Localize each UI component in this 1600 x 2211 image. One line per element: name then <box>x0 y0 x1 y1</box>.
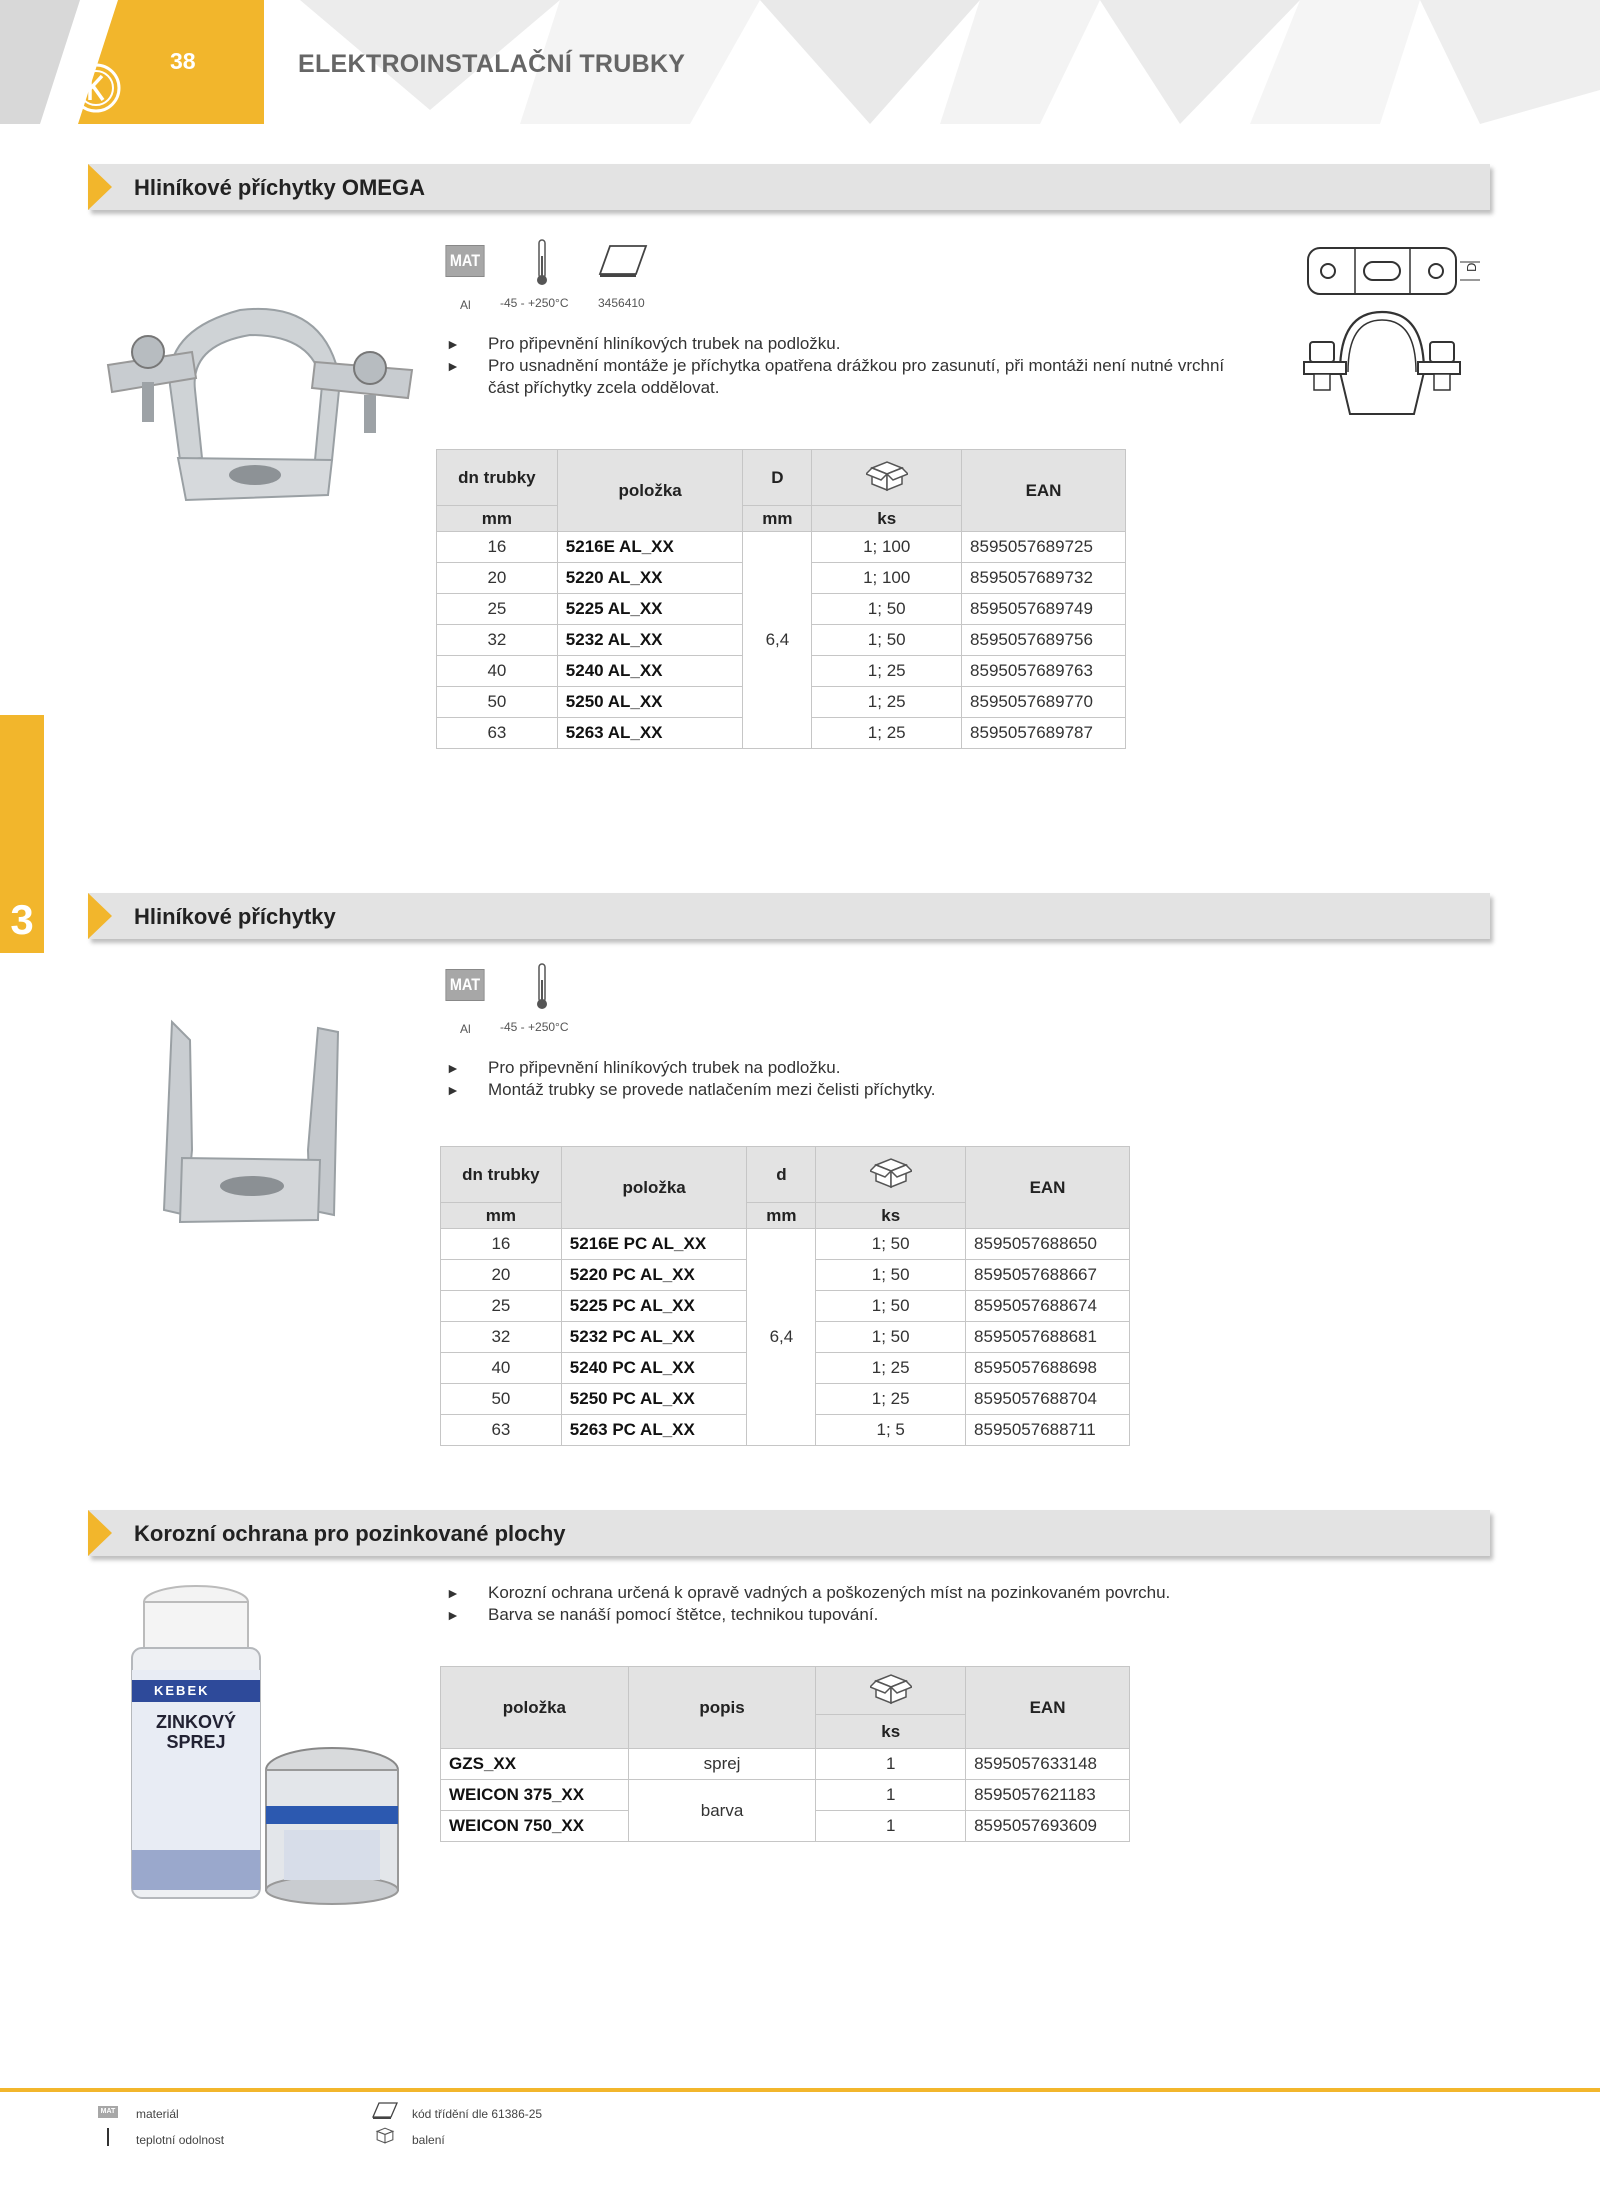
mat-icon: MAT <box>445 245 484 277</box>
table-row <box>437 532 1126 563</box>
bullet-list <box>446 333 1246 399</box>
page-title: ELEKTROINSTALAČNÍ TRUBKY <box>298 50 686 78</box>
cell-pack: 1 <box>816 1780 966 1811</box>
spray-brand: KEBEK <box>154 1683 210 1698</box>
package-icon <box>374 2126 396 2144</box>
package-icon <box>870 1155 912 1189</box>
list-item: ► Korozní ochrana určená k opravě vadných a poškozených míst na pozinkovaném povrchu. <box>446 1583 1171 1602</box>
cell-pack: 1 <box>816 1749 966 1780</box>
legend-package: balení <box>412 2133 445 2147</box>
list-item: ► Barva se nanáší pomocí štětce, technikou tupování. <box>446 1605 879 1624</box>
classification-caption: 3456410 <box>598 296 645 310</box>
cell-item: 5216E PC AL_XX <box>561 1229 747 1260</box>
col-header-item: položka <box>557 450 743 532</box>
classification-code-icon <box>372 2102 398 2120</box>
cell-item: 5216E AL_XX <box>557 532 743 563</box>
cell-item: 5263 PC AL_XX <box>561 1415 747 1446</box>
k-logo-icon <box>70 62 122 114</box>
cell-pack: 1; 50 <box>816 1260 966 1291</box>
cell-d-merged: 6,4 <box>743 532 812 749</box>
col-header-ean: EAN <box>966 1147 1130 1229</box>
product-image-spray-and-paint <box>124 1580 404 1910</box>
technical-drawing <box>1300 242 1490 422</box>
omega-clamp-image <box>100 290 420 510</box>
temperature-caption: -45 - +250°C <box>500 1020 569 1034</box>
cell-pack: 1; 5 <box>816 1415 966 1446</box>
section-arrow-icon <box>88 164 112 210</box>
cell-dn: 20 <box>437 563 558 594</box>
col-header-dn: dn trubky <box>437 450 558 506</box>
cell-item: 5232 AL_XX <box>557 625 743 656</box>
thermometer-icon <box>535 962 549 1012</box>
section-arrow-icon <box>88 1510 112 1556</box>
section-header-corrosion <box>88 1510 1490 1556</box>
cell-item: 5250 AL_XX <box>557 687 743 718</box>
cell-ean: 8595057689787 <box>962 718 1126 749</box>
cell-d-merged: 6,4 <box>747 1229 816 1446</box>
section-arrow-icon <box>88 893 112 939</box>
col-header-d: d <box>747 1147 816 1203</box>
unit-dn: mm <box>437 506 558 532</box>
cell-pack: 1; 50 <box>812 594 962 625</box>
cell-pack: 1; 25 <box>816 1353 966 1384</box>
cell-dn: 16 <box>437 532 558 563</box>
table-row <box>441 1229 1130 1260</box>
spray-label-line1: ZINKOVÝ <box>155 1712 236 1732</box>
list-item: ► Pro usnadnění montáže je příchytka opatřena drážkou pro zasunutí, při montáži není nutné vrchní část příchytky zcela oddělovat. <box>446 356 1225 397</box>
spray-label-line2: SPREJ <box>166 1732 226 1752</box>
cell-item: 5225 AL_XX <box>557 594 743 625</box>
cell-ean: 8595057688650 <box>966 1229 1130 1260</box>
unit-dn: mm <box>441 1203 562 1229</box>
list-item: ► Montáž trubky se provede natlačením mezi čelisti příchytky. <box>446 1080 936 1099</box>
cell-pack: 1; 25 <box>816 1384 966 1415</box>
package-icon <box>866 458 908 492</box>
cell-pack: 1; 25 <box>812 718 962 749</box>
cell-ean: 8595057689770 <box>962 687 1126 718</box>
table-row <box>441 1749 1130 1780</box>
material-caption: Al <box>460 298 471 312</box>
cell-item: 5232 PC AL_XX <box>561 1322 747 1353</box>
package-icon <box>870 1671 912 1705</box>
cell-pack: 1; 25 <box>812 687 962 718</box>
cell-pack: 1 <box>816 1811 966 1842</box>
mat-icon: MAT <box>445 969 484 1001</box>
spray-label <box>146 1712 246 1752</box>
cell-dn: 50 <box>437 687 558 718</box>
cell-dn: 40 <box>437 656 558 687</box>
cell-desc: sprej <box>628 1749 816 1780</box>
bullet-arrow-icon: ► <box>446 1607 460 1623</box>
unit-d: mm <box>743 506 812 532</box>
product-table <box>440 1666 1130 1842</box>
section-title: Korozní ochrana pro pozinkované plochy <box>134 1521 566 1546</box>
col-header-d: D <box>743 450 812 506</box>
bullet-arrow-icon: ► <box>446 1585 460 1601</box>
u-clamp-image <box>150 1010 350 1230</box>
list-item: ► Pro připevnění hliníkových trubek na podložku. <box>446 1058 841 1077</box>
cell-ean: 8595057688681 <box>966 1322 1130 1353</box>
page-number: 38 <box>170 48 196 74</box>
col-header-ean: EAN <box>966 1667 1130 1749</box>
cell-pack: 1; 50 <box>816 1322 966 1353</box>
cell-pack: 1; 50 <box>816 1229 966 1260</box>
col-header-pack <box>816 1147 966 1203</box>
bullet-list <box>446 1582 1266 1626</box>
cell-dn: 40 <box>441 1353 562 1384</box>
cell-item: 5263 AL_XX <box>557 718 743 749</box>
cell-item: 5220 AL_XX <box>557 563 743 594</box>
list-item: ► Pro připevnění hliníkových trubek na podložku. <box>446 334 841 353</box>
cell-pack: 1; 100 <box>812 563 962 594</box>
cell-pack: 1; 100 <box>812 532 962 563</box>
footer-divider <box>0 2088 1600 2092</box>
cell-dn: 63 <box>441 1415 562 1446</box>
cell-dn: 32 <box>441 1322 562 1353</box>
cell-dn: 16 <box>441 1229 562 1260</box>
table-row <box>441 1780 1130 1811</box>
cell-ean: 8595057689725 <box>962 532 1126 563</box>
unit-pack: ks <box>816 1203 966 1229</box>
cell-ean: 8595057688711 <box>966 1415 1130 1446</box>
legend-classification: kód třídění dle 61386-25 <box>412 2107 543 2121</box>
chapter-number: 3 <box>10 896 34 943</box>
cell-pack: 1; 50 <box>812 625 962 656</box>
col-header-dn: dn trubky <box>441 1147 562 1203</box>
bullet-list <box>446 1057 1246 1101</box>
unit-pack: ks <box>812 506 962 532</box>
col-header-item: položka <box>441 1667 629 1749</box>
cell-dn: 50 <box>441 1384 562 1415</box>
unit-pack: ks <box>816 1715 966 1749</box>
cell-item: 5220 PC AL_XX <box>561 1260 747 1291</box>
section-title: Hliníkové příchytky OMEGA <box>134 175 425 200</box>
cell-ean: 8595057689732 <box>962 563 1126 594</box>
unit-d: mm <box>747 1203 816 1229</box>
bullet-arrow-icon: ► <box>446 1082 460 1098</box>
legend-material: materiál <box>136 2107 179 2121</box>
col-header-pack <box>816 1667 966 1715</box>
cell-ean: 8595057688698 <box>966 1353 1130 1384</box>
cell-dn: 20 <box>441 1260 562 1291</box>
cell-dn: 32 <box>437 625 558 656</box>
cell-dn: 25 <box>437 594 558 625</box>
col-header-ean: EAN <box>962 450 1126 532</box>
col-header-item: položka <box>561 1147 747 1229</box>
cell-ean: 8595057689749 <box>962 594 1126 625</box>
cell-ean: 8595057693609 <box>966 1811 1130 1842</box>
diagram-d-label: D <box>1464 262 1479 272</box>
cell-item: 5240 AL_XX <box>557 656 743 687</box>
cell-item: WEICON 750_XX <box>441 1811 629 1842</box>
cell-pack: 1; 50 <box>816 1291 966 1322</box>
section-header-clamps <box>88 893 1490 939</box>
material-caption: Al <box>460 1022 471 1036</box>
bullet-arrow-icon: ► <box>446 336 460 352</box>
cell-dn: 63 <box>437 718 558 749</box>
cell-desc-merged: barva <box>628 1780 816 1842</box>
cell-item: 5225 PC AL_XX <box>561 1291 747 1322</box>
cell-dn: 25 <box>441 1291 562 1322</box>
cell-ean: 8595057688674 <box>966 1291 1130 1322</box>
mat-icon: MAT <box>98 2106 118 2118</box>
thermometer-icon <box>535 238 549 288</box>
bullet-arrow-icon: ► <box>446 1060 460 1076</box>
cell-ean: 8595057633148 <box>966 1749 1130 1780</box>
col-header-desc: popis <box>628 1667 816 1749</box>
cell-pack: 1; 25 <box>812 656 962 687</box>
product-table <box>436 449 1126 749</box>
section-title: Hliníkové příchytky <box>134 904 336 929</box>
cell-ean: 8595057689763 <box>962 656 1126 687</box>
thermometer-icon <box>104 2128 112 2146</box>
legend-temperature: teplotní odolnost <box>136 2133 225 2147</box>
cell-item: WEICON 375_XX <box>441 1780 629 1811</box>
classification-code-icon <box>598 244 648 278</box>
cell-ean: 8595057688667 <box>966 1260 1130 1291</box>
cell-item: 5240 PC AL_XX <box>561 1353 747 1384</box>
product-table <box>440 1146 1130 1446</box>
temperature-caption: -45 - +250°C <box>500 296 569 310</box>
cell-ean: 8595057689756 <box>962 625 1126 656</box>
bullet-arrow-icon: ► <box>446 358 460 374</box>
cell-item: GZS_XX <box>441 1749 629 1780</box>
cell-ean: 8595057688704 <box>966 1384 1130 1415</box>
cell-item: 5250 PC AL_XX <box>561 1384 747 1415</box>
cell-ean: 8595057621183 <box>966 1780 1130 1811</box>
col-header-pack <box>812 450 962 506</box>
section-header-omega <box>88 164 1490 210</box>
